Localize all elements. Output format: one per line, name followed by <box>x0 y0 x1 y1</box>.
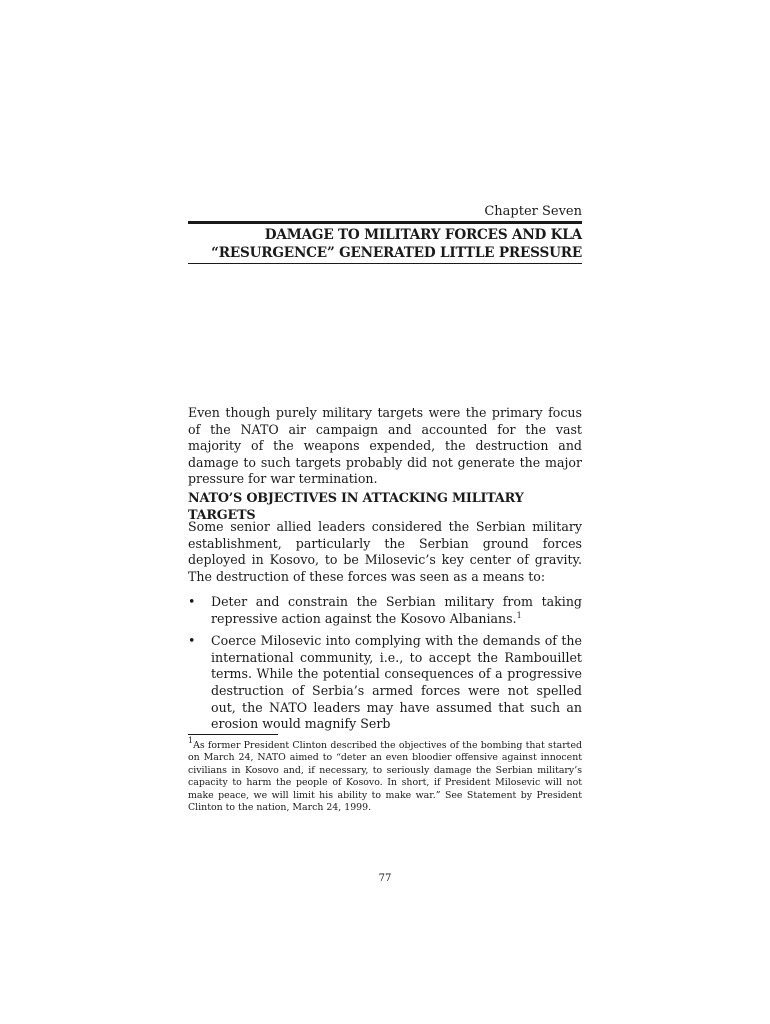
footnote-number: 1 <box>188 736 194 745</box>
document-page <box>188 0 582 1024</box>
intro-paragraph: Even though purely military targets were the primary focus of the NATO air campaign and accounted for the vast majority of the weapons expended, the destruction and damage to such targets probably did not generate the major pressure for war termination. <box>188 405 582 487</box>
chapter-title-line-2: “RESURGENCE” GENERATED LITTLE PRESSURE <box>211 245 582 261</box>
objectives-list <box>188 594 582 739</box>
list-item-text: Coerce Milosevic into complying with the demands of the international community, i.e., to accept the Rambouillet terms. While the potential consequences of a progressive destruction of Serbia’s armed forces were not spelled out, the NATO leaders may have assumed that such an erosion would magnify Serb <box>211 633 582 732</box>
section-paragraph: Some senior allied leaders considered the Serbian military establishment, particularly the Serbian ground forces deployed in Kosovo, to be Milosevic’s key center of gravity. The destruction of these forces was seen as a means to: <box>188 519 582 584</box>
page-number: 77 <box>378 873 392 884</box>
section-heading: NATO’S OBJECTIVES IN ATTACKING MILITARY TARGETS <box>188 491 524 523</box>
footnote-text: As former President Clinton described the objectives of the bombing that started on March 24, NATO aimed to “deter an even bloodier offensive against innocent civilians in Kosovo and, if necessary, to seriously damage the Serbian military’s capacity to harm the people of Kosovo. In short, if President Milosevic will not make peace, we will limit his ability to make war.” See Statement by President Clinton to the nation, March 24, 1999. <box>188 740 582 814</box>
footnote <box>188 736 582 814</box>
bullet-icon: • <box>188 594 196 609</box>
list-item <box>188 594 582 627</box>
footnote-reference[interactable]: 1 <box>516 610 522 620</box>
chapter-title <box>188 226 582 262</box>
header-thick-rule <box>188 221 582 224</box>
chapter-title-line-1: DAMAGE TO MILITARY FORCES AND KLA <box>264 227 582 243</box>
footnote-separator <box>188 734 278 735</box>
list-item-text <box>211 594 582 627</box>
list-item <box>188 633 582 733</box>
header-thin-rule <box>188 263 582 264</box>
list-item-text-content: Deter and constrain the Serbian military from taking repressive action against the Kosovo Albanians. <box>211 594 582 626</box>
chapter-label: Chapter Seven <box>484 204 582 219</box>
bullet-icon: • <box>188 633 196 649</box>
